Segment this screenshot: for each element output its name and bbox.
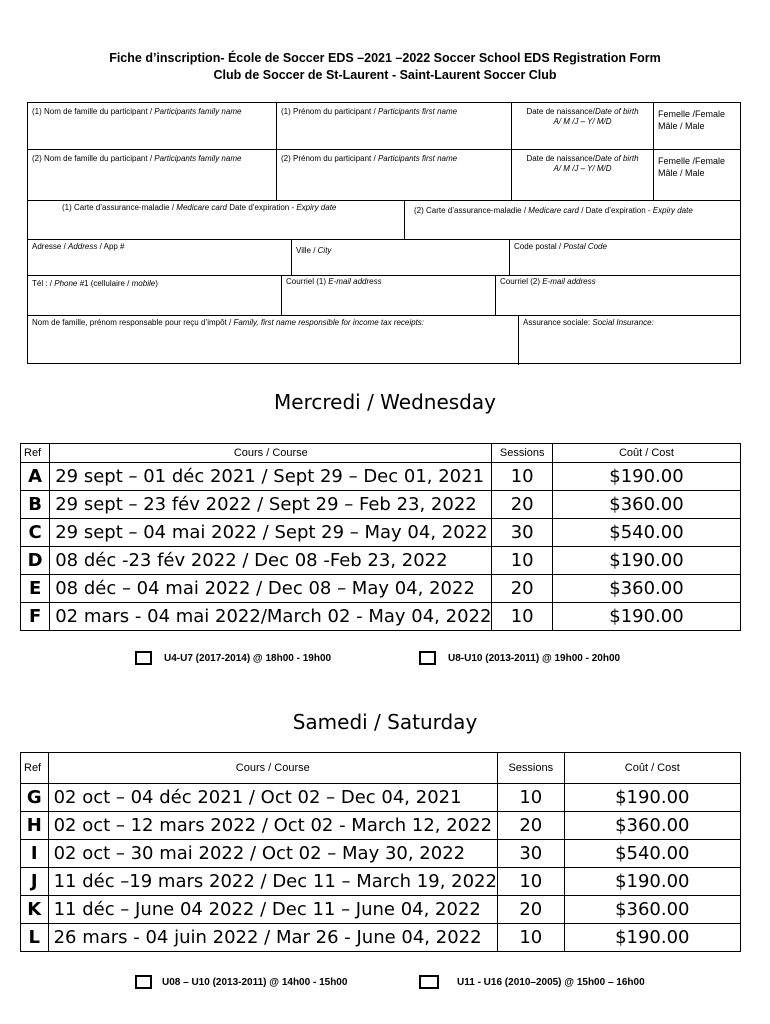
table-row[interactable] — [21, 491, 741, 519]
sessions-cell: 10 — [497, 924, 564, 952]
course-cell: 02 mars - 04 mai 2022/March 02 - May 04, 2022 — [50, 603, 492, 631]
sessions-cell: 10 — [492, 547, 553, 575]
table-row[interactable] — [21, 784, 741, 812]
course-cell: 02 oct – 04 déc 2021 / Oct 02 – Dec 04, 2021 — [48, 784, 497, 812]
sessions-cell: 10 — [492, 603, 553, 631]
course-cell: 29 sept – 01 déc 2021 / Sept 29 – Dec 01, 2021 — [50, 463, 492, 491]
course-cell: 02 oct – 30 mai 2022 / Oct 02 – May 30, 2022 — [48, 840, 497, 868]
participant2-dob-field[interactable]: Date de naissance/Date of birth A/ M /J – Y/ M/D — [526, 154, 639, 173]
ref-cell: A — [21, 463, 50, 491]
table-row[interactable] — [21, 868, 741, 896]
wednesday-option-u8-u10[interactable] — [419, 651, 620, 665]
tax-receipt-name-field[interactable]: Nom de famille, prénom responsable pour reçu d’impôt / Family, first name responsible for income tax receipts: — [32, 318, 425, 327]
registration-form — [27, 102, 741, 364]
ref-header: Ref — [21, 444, 50, 463]
cost-cell: $360.00 — [552, 491, 740, 519]
wednesday-title: Mercredi / Wednesday — [274, 390, 496, 414]
cost-cell: $360.00 — [564, 812, 740, 840]
checkbox[interactable] — [135, 975, 152, 989]
checkbox[interactable] — [419, 975, 439, 989]
option-label: U4-U7 (2017-2014) @ 18h00 - 19h00 — [164, 652, 332, 664]
course-cell: 08 déc -23 fév 2022 / Dec 08 -Feb 23, 2022 — [50, 547, 492, 575]
option-label: U08 – U10 (2013-2011) @ 14h00 - 15h00 — [162, 976, 348, 988]
saturday-course-table — [20, 752, 741, 952]
medicare-card-2-field[interactable]: (2) Carte d’assurance-maladie / Medicare card / Date d’expiration - Expiry date — [414, 206, 693, 215]
ref-cell: B — [21, 491, 50, 519]
sessions-header: Sessions — [492, 444, 553, 463]
cost-cell: $540.00 — [552, 519, 740, 547]
ref-cell: K — [21, 896, 49, 924]
cost-cell: $540.00 — [564, 840, 740, 868]
ref-cell: G — [21, 784, 49, 812]
ref-cell: I — [21, 840, 49, 868]
ref-cell: L — [21, 924, 49, 952]
city-field[interactable]: Ville / City — [296, 246, 332, 255]
postal-code-field[interactable]: Code postal / Postal Code — [514, 242, 607, 251]
option-label: U8-U10 (2013-2011) @ 19h00 - 20h00 — [448, 652, 621, 664]
cost-cell: $190.00 — [552, 547, 740, 575]
social-insurance-field[interactable]: Assurance sociale: Social Insurance: — [523, 318, 654, 327]
sessions-cell: 20 — [497, 812, 564, 840]
table-row[interactable] — [21, 924, 741, 952]
wednesday-course-table — [20, 443, 741, 631]
sessions-cell: 20 — [492, 575, 553, 603]
table-row[interactable] — [21, 603, 741, 631]
sessions-cell: 10 — [497, 868, 564, 896]
table-row[interactable] — [21, 463, 741, 491]
sessions-header: Sessions — [497, 753, 564, 784]
course-header: Cours / Course — [48, 753, 497, 784]
cost-cell: $190.00 — [552, 603, 740, 631]
cost-cell: $360.00 — [552, 575, 740, 603]
sessions-cell: 30 — [492, 519, 553, 547]
table-row[interactable] — [21, 812, 741, 840]
participant1-dob-field[interactable]: Date de naissance/Date of birth A/ M /J – Y/ M/D — [526, 107, 639, 126]
wednesday-option-u4-u7[interactable] — [135, 651, 331, 665]
participant1-gender-field[interactable]: Femelle /Female Mâle / Male — [658, 109, 726, 131]
participant1-first-name-field[interactable]: (1) Prénom du participant / Participants first name — [281, 107, 458, 116]
checkbox[interactable] — [135, 651, 152, 665]
cost-header: Coût / Cost — [564, 753, 740, 784]
course-cell: 26 mars - 04 juin 2022 / Mar 26 - June 04, 2022 — [48, 924, 497, 952]
form-title: Fiche d’inscription- École de Soccer EDS –2021 –2022 Soccer School EDS Registration Form — [109, 51, 661, 65]
phone-field[interactable]: Tél : / Phone #1 (cellulaire / mobile) — [32, 279, 158, 288]
ref-cell: F — [21, 603, 50, 631]
cost-cell: $190.00 — [564, 784, 740, 812]
cost-cell: $190.00 — [564, 924, 740, 952]
course-cell: 02 oct – 12 mars 2022 / Oct 02 - March 12, 2022 — [48, 812, 497, 840]
participant2-gender-field[interactable]: Femelle /Female Mâle / Male — [658, 156, 726, 178]
sessions-cell: 30 — [497, 840, 564, 868]
course-cell: 11 déc – June 04 2022 / Dec 11 – June 04, 2022 — [48, 896, 497, 924]
participant2-first-name-field[interactable]: (2) Prénom du participant / Participants first name — [281, 154, 458, 163]
sessions-cell: 10 — [497, 784, 564, 812]
email-2-field[interactable]: Courriel (2) E-mail address — [500, 277, 596, 286]
ref-cell: D — [21, 547, 50, 575]
cost-cell: $190.00 — [552, 463, 740, 491]
club-name: Club de Soccer de St-Laurent - Saint-Laurent Soccer Club — [213, 68, 557, 82]
ref-cell: C — [21, 519, 50, 547]
participant1-last-name-field[interactable]: (1) Nom de famille du participant / Participants family name — [32, 107, 242, 116]
email-1-field[interactable]: Courriel (1) E-mail address — [286, 277, 382, 286]
ref-cell: J — [21, 868, 49, 896]
participant2-last-name-field[interactable]: (2) Nom de famille du participant / Participants family name — [32, 154, 242, 163]
ref-cell: E — [21, 575, 50, 603]
saturday-option-u08-u10[interactable] — [135, 975, 347, 989]
table-row[interactable] — [21, 519, 741, 547]
course-cell: 29 sept – 23 fév 2022 / Sept 29 – Feb 23, 2022 — [50, 491, 492, 519]
ref-cell: H — [21, 812, 49, 840]
saturday-option-u11-u16[interactable] — [419, 975, 645, 989]
course-cell: 08 déc – 04 mai 2022 / Dec 08 – May 04, 2022 — [50, 575, 492, 603]
cost-cell: $190.00 — [564, 868, 740, 896]
table-row[interactable] — [21, 547, 741, 575]
option-label: U11 - U16 (2010–2005) @ 15h00 – 16h00 — [457, 976, 645, 988]
cost-cell: $360.00 — [564, 896, 740, 924]
course-header: Cours / Course — [50, 444, 492, 463]
medicare-card-1-field[interactable]: (1) Carte d’assurance-maladie / Medicare card Date d’expiration - Expiry date — [62, 203, 337, 212]
saturday-title: Samedi / Saturday — [292, 710, 478, 734]
table-row[interactable] — [21, 840, 741, 868]
table-row[interactable] — [21, 896, 741, 924]
address-field[interactable]: Adresse / Address / App # — [32, 242, 125, 251]
checkbox[interactable] — [419, 651, 436, 665]
table-row[interactable] — [21, 575, 741, 603]
sessions-cell: 10 — [492, 463, 553, 491]
sessions-cell: 20 — [497, 896, 564, 924]
cost-header: Coût / Cost — [552, 444, 740, 463]
course-cell: 29 sept – 04 mai 2022 / Sept 29 – May 04, 2022 — [50, 519, 492, 547]
ref-header: Ref — [21, 753, 49, 784]
sessions-cell: 20 — [492, 491, 553, 519]
course-cell: 11 déc –19 mars 2022 / Dec 11 – March 19, 2022 — [48, 868, 497, 896]
